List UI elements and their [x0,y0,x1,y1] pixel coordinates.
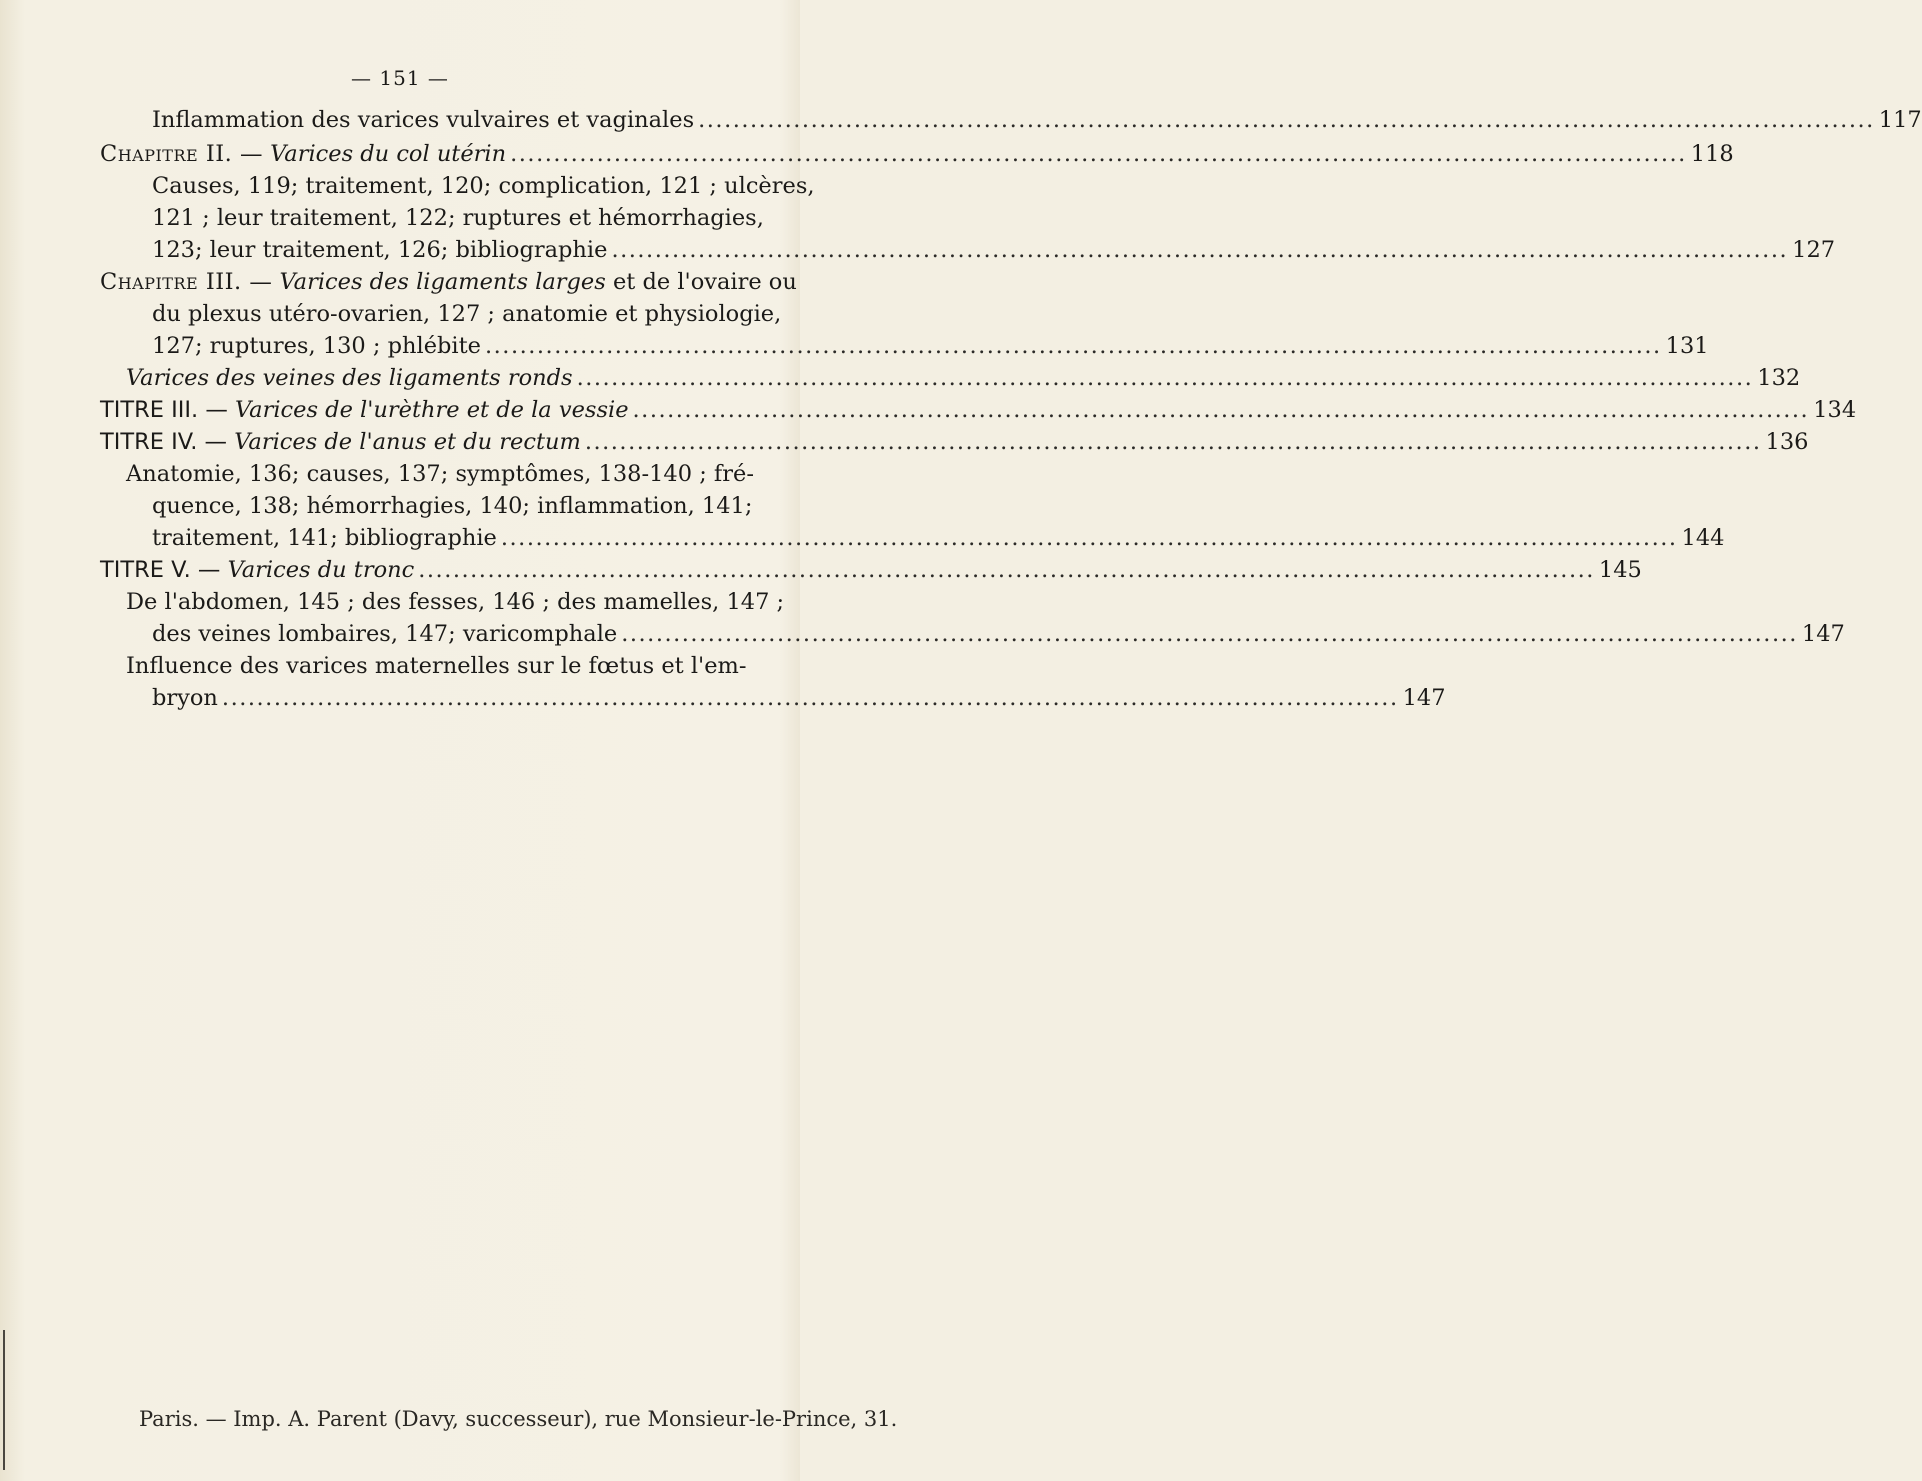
dot-leader [222,682,1399,714]
toc-subentry-line [152,682,1446,714]
titre-title: Varices de l'urèthre et de la vessie [235,397,629,423]
toc-subentry-line [152,298,782,330]
toc-subentry-text: traitement, 141; bibliographie [152,525,497,551]
toc-entry-chapitre-2 [100,138,1734,170]
page-edge-mark [3,1330,5,1470]
dot-leader [418,554,1595,586]
toc-page-ref: 144 [1681,525,1725,551]
toc-entry-label [100,394,629,426]
dot-leader [611,234,1788,266]
toc-entry-titre-3 [100,394,1857,426]
dot-leader [485,330,1662,362]
toc-entry-chapitre-3 [100,266,797,298]
toc-subentry-text: Anatomie, 136; causes, 137; symptômes, 138-140 ; fré- [126,461,754,487]
toc-subentry-line [152,330,1709,362]
titre-title: Varices du tronc [227,557,415,583]
toc-entry-title: Varices des veines des ligaments ronds [126,365,573,391]
toc-subentry-line [152,522,1725,554]
chapter-label: Chapitre III. — [100,269,273,295]
chapter-title: Varices des ligaments larges [279,269,606,295]
toc-subentry-text: des veines lombaires, 147; varicomphale [152,621,618,647]
toc-entry-label [100,426,581,458]
dot-leader [577,362,1754,394]
toc-subentry-line [152,202,764,234]
dot-leader [501,522,1678,554]
toc-page-ref: 127 [1792,237,1836,263]
chapter-title-suffix: et de l'ovaire ou [605,269,797,295]
toc-entry-titre-5 [100,554,1642,586]
toc-subentry-text: 121 ; leur traitement, 122; ruptures et hémorrhagies, [152,205,764,231]
toc-page-ref: 132 [1757,365,1801,391]
printer-imprint: Paris. — Imp. A. Parent (Davy, successeur), rue Monsieur-le-Prince, 31. [139,1407,898,1431]
dot-leader [585,426,1762,458]
toc-subentry-text: De l'abdomen, 145 ; des fesses, 146 ; des mamelles, 147 ; [126,589,785,615]
dot-leader [510,138,1687,170]
chapter-title: Varices du col utérin [270,141,507,167]
toc-subentry-line [126,586,785,618]
toc-page-ref: 136 [1765,429,1809,455]
toc-subentry-line [152,618,1845,650]
toc-entry-varices-ligaments-ronds [126,362,1801,394]
toc-page-ref: 117 [1878,107,1922,133]
dot-leader [621,618,1798,650]
dot-leader [698,104,1875,136]
dot-leader [633,394,1810,426]
toc-subentry-line [126,458,764,490]
toc-subentry-text: Causes, 119; traitement, 120; complication, 121 ; ulcères, [152,173,815,199]
toc-page-ref: 134 [1813,397,1857,423]
toc-page-ref: 131 [1665,333,1709,359]
titre-title: Varices de l'anus et du rectum [234,429,581,455]
toc-entry-inflammation-varices-vulvaires [152,104,1922,136]
toc-page-ref: 147 [1801,621,1845,647]
toc-entry-title: Inflammation des varices vulvaires et vaginales [152,107,695,133]
toc-page-ref: 118 [1690,141,1734,167]
toc-entry-titre-4 [100,426,1809,458]
toc-subentry-text: 127; ruptures, 130 ; phlébite [152,333,481,359]
toc-entry-label [100,138,506,170]
chapter-label: Chapitre II. — [100,141,263,167]
toc-subentry-text: 123; leur traitement, 126; bibliographie [152,237,608,263]
toc-entry-label [100,266,797,298]
titre-label: TITRE III. — [100,397,228,423]
toc-subentry-line [152,234,1836,266]
toc-subentry-text: bryon [152,685,218,711]
toc-page-ref: 147 [1402,685,1446,711]
page-number: — 151 — [351,66,449,90]
toc-subentry-line [152,170,815,202]
titre-label: TITRE V. — [100,557,221,583]
toc-subentry-text: Influence des varices maternelles sur le fœtus et l'em- [126,653,747,679]
titre-label: TITRE IV. — [100,429,228,455]
toc-page-ref: 145 [1598,557,1642,583]
toc-entry-label [100,554,414,586]
toc-subentry-text: du plexus utéro-ovarien, 127 ; anatomie et physiologie, [152,301,782,327]
toc-subentry-text: quence, 138; hémorrhagies, 140; inflammation, 141; [152,493,753,519]
toc-subentry-line [152,490,764,522]
toc-subentry-line [126,650,764,682]
